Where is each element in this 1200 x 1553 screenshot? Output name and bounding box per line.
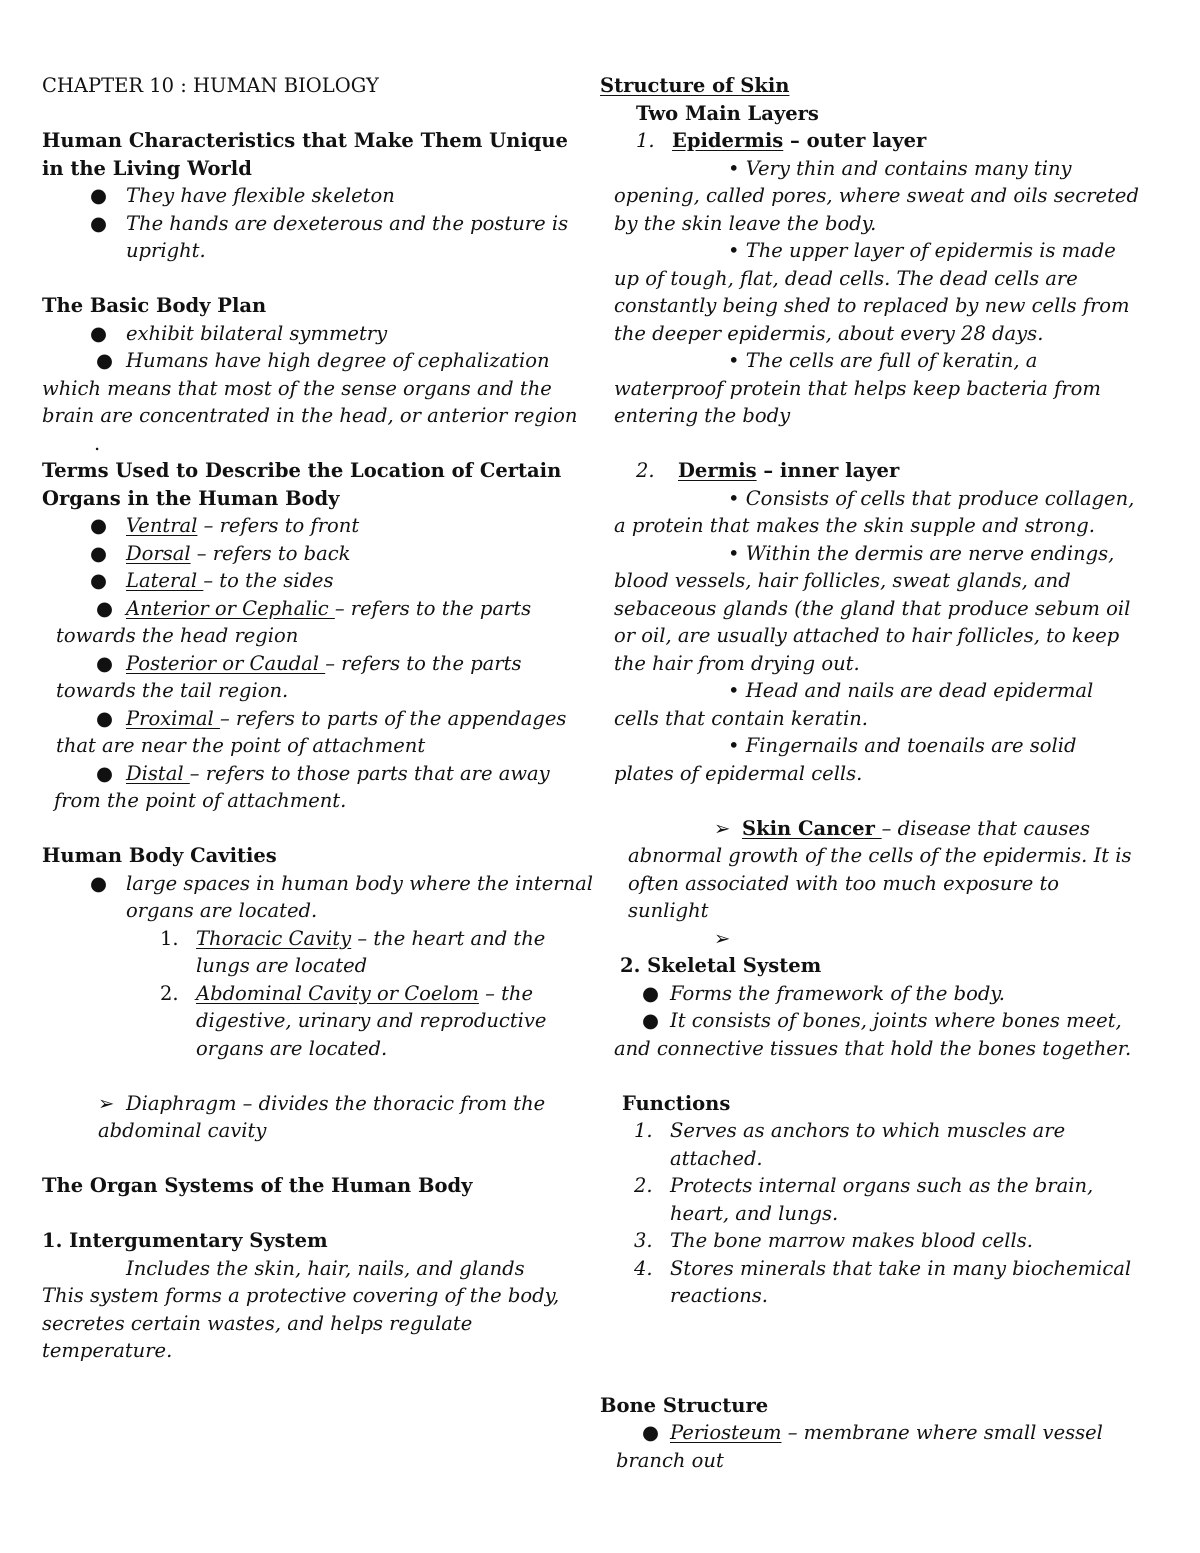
function-cont: reactions.: [670, 1284, 768, 1307]
paragraph-line: the hair from drying out.: [614, 651, 860, 675]
bone-structure-section: [600, 1392, 1160, 1475]
bullet-icon: ●: [90, 321, 108, 345]
layer-name: Epidermis: [672, 129, 784, 152]
term-item: [42, 760, 590, 788]
numbered-item: [42, 980, 590, 1008]
right-column: [600, 72, 1160, 1474]
function-item: [600, 1255, 1160, 1283]
paragraph-line: secretes certain wastes, and helps regulate: [42, 1311, 473, 1335]
bullet-item: [42, 347, 590, 375]
bullet-icon: ●: [90, 211, 108, 235]
section-heading: Bone Structure: [600, 1393, 769, 1417]
system-heading: 1. Intergumentary System: [42, 1229, 328, 1252]
paragraph-line: up of tough, flat, dead cells. The dead cells are: [614, 266, 1078, 290]
term-name: Anterior or Cephalic: [126, 596, 335, 620]
section-heading: Structure of Skin: [600, 74, 790, 97]
numbered-cont: digestive, urinary and reproductive: [196, 1009, 547, 1032]
term-def: – membrane where small vessel: [781, 1421, 1103, 1444]
paragraph-line: or oil, are usually attached to hair follicles, to keep: [614, 624, 1120, 647]
term-cont: that are near the point of attachment: [56, 734, 426, 757]
bullet-item: [42, 320, 590, 348]
term-def: – refers to back: [190, 541, 351, 565]
arrow-text-cont: abdominal cavity: [98, 1119, 267, 1142]
term-name: Thoracic Cavity: [196, 926, 352, 950]
numbered-item: [42, 925, 590, 953]
bullet-text: Humans have high degree of cephalization: [126, 349, 550, 372]
bullet-text-cont: and connective tissues that hold the bones together.: [614, 1036, 1132, 1060]
paragraph-line: sunlight: [628, 899, 709, 922]
term-name: Lateral: [126, 569, 204, 592]
term-name: Periosteum: [670, 1421, 782, 1444]
section-heading: Human Body Cavities: [42, 844, 277, 867]
paragraph-line: waterproof protein that helps keep bacteria from: [614, 376, 1101, 400]
bullet-icon: ●: [90, 569, 108, 592]
paragraph-line: abnormal growth of the cells of the epidermis. It is: [628, 844, 1132, 867]
term-def: – refers to the parts: [334, 596, 532, 620]
empty-arrow-item: [600, 925, 1160, 953]
term-def: – disease that causes: [881, 816, 1090, 840]
term-item: [600, 1419, 1160, 1447]
item-number: 4.: [634, 1256, 653, 1280]
numbered-cont: lungs are located: [196, 954, 368, 977]
system-heading: 2. Skeletal System: [620, 954, 822, 977]
bullet-item: [42, 182, 590, 210]
bullet-text-cont: upright.: [126, 239, 206, 262]
paragraph-line: brain are concentrated in the head, or anterior region: [42, 404, 578, 427]
term-item: [42, 705, 590, 733]
term-def: – refers to front: [197, 514, 360, 537]
paragraph-line: often associated with too much exposure to: [628, 871, 1060, 895]
bullet-text-cont: organs are located.: [126, 899, 318, 922]
functions-heading: Functions: [622, 1091, 731, 1115]
bullet-item: [42, 210, 590, 238]
paragraph-line: opening, called pores, where sweat and oils secreted: [614, 184, 1139, 207]
paragraph-line: entering the body: [614, 404, 791, 427]
section-heading: The Organ Systems of the Human Body: [42, 1174, 473, 1197]
paragraph-line: by the skin leave the body.: [614, 211, 877, 235]
arrow-item: [600, 815, 1160, 843]
term-cont: branch out: [616, 1448, 724, 1472]
section-heading-cont: Organs in the Human Body: [42, 486, 340, 510]
bullet-text: Forms the framework of the body.: [670, 981, 1005, 1005]
paragraph-line: which means that most of the sense organs and the: [42, 376, 552, 400]
item-number: 2.: [634, 1174, 653, 1197]
term-item: [42, 650, 590, 678]
layer-desc: – inner layer: [756, 459, 900, 482]
bullet-item: [42, 870, 593, 898]
paragraph-line: blood vessels, hair follicles, sweat glands, and: [614, 569, 1071, 592]
term-name: Proximal: [126, 706, 220, 730]
bullet-text: large spaces in human body where the internal: [126, 871, 593, 895]
paragraph-line: This system forms a protective covering of the body,: [42, 1284, 560, 1307]
paragraph-line: cells that contain keratin.: [614, 706, 869, 730]
stray-dot: .: [94, 431, 101, 455]
skeletal-section: [600, 952, 1160, 1310]
term-def: – the heart and the: [351, 926, 546, 950]
term-def: – refers to parts of the appendages: [219, 706, 567, 730]
section-heading: The Basic Body Plan: [42, 294, 267, 317]
item-number: 2.: [636, 459, 655, 482]
arrow-icon: ➢: [714, 926, 731, 950]
function-text: Protects internal organs such as the brain,: [670, 1174, 1094, 1197]
item-number: 1.: [636, 129, 655, 152]
function-text: Serves as anchors to which muscles are: [670, 1119, 1066, 1142]
term-def: – the: [478, 981, 534, 1005]
term-def: – refers to the parts: [325, 651, 522, 675]
paragraph-line: sebaceous glands (the gland that produce sebum oil: [614, 596, 1131, 620]
arrow-icon: ➢: [714, 816, 731, 840]
function-item: [600, 1117, 1160, 1145]
section-heading-cont: in the Living World: [42, 156, 252, 180]
term-def: – to the sides: [203, 569, 334, 592]
bullet-icon: ●: [642, 1009, 660, 1032]
term-name: Distal: [126, 761, 190, 785]
item-number: 1.: [634, 1119, 653, 1142]
paragraph-line: • Consists of cells that produce collagen,: [728, 486, 1135, 510]
item-number: 3.: [634, 1229, 653, 1252]
numbered-cont: organs are located.: [196, 1036, 388, 1060]
bullet-icon: ●: [96, 596, 114, 620]
layer-heading: [600, 127, 1160, 155]
function-item: [600, 1227, 1160, 1255]
bullet-icon: ●: [96, 761, 114, 785]
cavities-section: [42, 842, 593, 1145]
term-cont: towards the tail region.: [56, 679, 289, 702]
term-name: Skin Cancer: [742, 816, 882, 840]
term-name: Posterior or Caudal: [126, 651, 326, 675]
section-heading: Terms Used to Describe the Location of Certain: [42, 459, 562, 482]
function-cont: attached.: [670, 1146, 763, 1170]
term-item: [42, 567, 590, 595]
bullet-icon: ●: [90, 184, 108, 207]
bullet-icon: ●: [96, 651, 114, 675]
item-number: 2.: [160, 981, 179, 1005]
paragraph-line: constantly being shed to replaced by new cells from: [614, 294, 1130, 317]
section-heading: Human Characteristics that Make Them Unique: [42, 129, 568, 152]
bullet-text: It consists of bones, joints where bones meet,: [670, 1009, 1122, 1032]
organ-systems-section: [42, 1172, 590, 1365]
term-def: – refers to those parts that are away: [189, 761, 550, 785]
bullet-icon: ●: [642, 1421, 660, 1444]
function-item: [600, 1172, 1160, 1200]
bullet-icon: ●: [96, 706, 114, 730]
paragraph-line: • Very thin and contains many tiny: [728, 156, 1072, 180]
bullet-icon: ●: [642, 981, 660, 1005]
subheading: Two Main Layers: [636, 101, 819, 125]
layer-desc: – outer layer: [783, 129, 927, 152]
unique-section: [42, 127, 590, 265]
bullet-text: They have flexible skeleton: [126, 184, 395, 207]
terms-section: [42, 457, 590, 815]
item-number: 1.: [160, 926, 179, 950]
bullet-icon: ●: [90, 871, 108, 895]
chapter-title: CHAPTER 10 : HUMAN BIOLOGY: [42, 74, 379, 97]
paragraph-line: temperature.: [42, 1339, 173, 1362]
paragraph-line: • The upper layer of epidermis is made: [728, 239, 1116, 262]
paragraph-line: Includes the skin, hair, nails, and glands: [126, 1256, 525, 1280]
term-name: Ventral: [126, 514, 198, 537]
term-item: [42, 595, 590, 623]
function-text: Stores minerals that take in many biochemical: [670, 1256, 1132, 1280]
paragraph-line: • Head and nails are dead epidermal: [728, 679, 1094, 702]
left-column: [42, 72, 593, 1365]
term-name: Abdominal Cavity or Coelom: [196, 981, 479, 1005]
arrow-item: [42, 1090, 590, 1118]
term-cont: from the point of attachment.: [54, 789, 347, 812]
term-item: [42, 540, 590, 568]
bullet-icon: ●: [90, 514, 108, 537]
bullet-text: The hands are dexeterous and the posture is: [126, 211, 569, 235]
term-item: [42, 512, 590, 540]
arrow-text: Diaphragm – divides the thoracic from the: [126, 1091, 546, 1115]
paragraph-line: the deeper epidermis, about every 28 days.: [614, 321, 1044, 345]
paragraph-line: • Within the dermis are nerve endings,: [728, 541, 1115, 565]
paragraph-line: plates of epidermal cells.: [614, 761, 863, 785]
paragraph-line: • The cells are full of keratin, a: [728, 349, 1038, 372]
bullet-text: exhibit bilateral symmetry: [126, 321, 388, 345]
bullet-item: [600, 1007, 1160, 1035]
body-plan-section: [42, 292, 590, 457]
arrow-icon: ➢: [98, 1091, 115, 1115]
term-cont: towards the head region: [56, 624, 299, 647]
term-name: Dorsal: [126, 541, 191, 565]
bullet-item: [600, 980, 1160, 1008]
function-cont: heart, and lungs.: [670, 1201, 839, 1225]
layer-name: Dermis: [678, 459, 757, 482]
paragraph-line: • Fingernails and toenails are solid: [728, 734, 1077, 757]
bullet-icon: ●: [90, 541, 108, 565]
paragraph-line: a protein that makes the skin supple and strong.: [614, 514, 1095, 537]
skin-section: [600, 72, 1160, 952]
function-text: The bone marrow makes blood cells.: [670, 1229, 1033, 1252]
layer-heading: [600, 457, 1160, 485]
bullet-icon: ●: [96, 349, 114, 372]
